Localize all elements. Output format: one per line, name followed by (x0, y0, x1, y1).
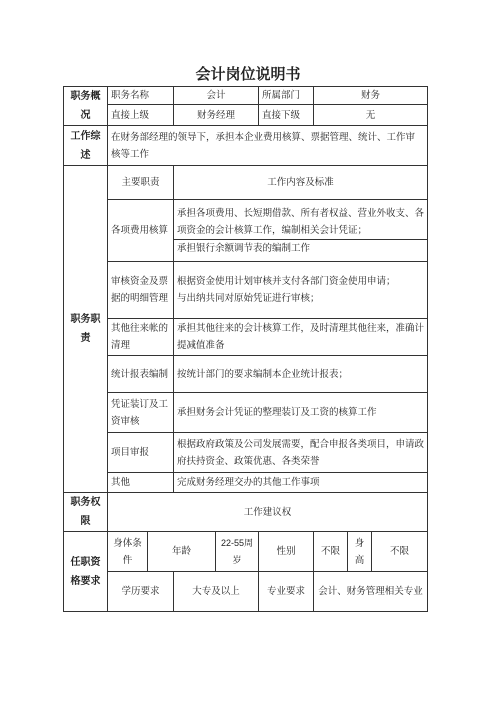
summary-text: 在财务部经理的领导下，承担本企业费用核算、票据管理、统计、工作审核等工作 (108, 126, 428, 166)
gender-value: 不限 (314, 532, 348, 572)
summary-label: 工作综述 (64, 126, 108, 166)
duty-name: 其他 (108, 473, 174, 493)
authority-text: 工作建议权 (108, 493, 428, 532)
major-label: 专业要求 (259, 572, 314, 612)
duty-name: 各项费用核算 (108, 200, 174, 262)
height-value: 不限 (372, 532, 428, 572)
dept-value: 财务 (314, 87, 428, 105)
duty-content: 完成财务经理交办的其他工作事项 (174, 473, 428, 493)
duty-content-line: 承担各项费用、长短期借款、所有者权益、营业外收支、各项资金的会计核算工作，编制相关会计凭证； (177, 207, 425, 236)
dept-label: 所属部门 (259, 87, 314, 105)
duty-content: 按统计部门的要求编制本企业统计报表； (174, 356, 428, 393)
edu-label: 学历要求 (108, 572, 174, 612)
duties-col-content: 工作内容及标准 (174, 166, 428, 200)
body-label: 身体条件 (108, 532, 148, 572)
duty-content-line: 根据资金使用计划审核并支付各部门资金使用申请； (177, 276, 396, 287)
subordinate-label: 直接下级 (259, 105, 314, 126)
requirements-label: 任职资格要求 (64, 532, 108, 612)
subordinate-value: 无 (314, 105, 428, 126)
duty-content: 承担其他往来的会计核算工作，及时清理其他往来，准确计提减值准备 (174, 319, 428, 356)
duties-col-main: 主要职责 (108, 166, 174, 200)
duty-name: 项目审报 (108, 433, 174, 473)
page-title: 会计岗位说明书 (195, 65, 301, 83)
duty-name: 统计报表编制 (108, 356, 174, 393)
overview-label: 职务概况 (64, 87, 108, 126)
duty-content: 根据政府政策及公司发展需要，配合申报各类项目，申请政府扶持资金、政策优惠、各类荣誉 (174, 433, 428, 473)
age-label: 年龄 (148, 532, 216, 572)
duty-content-line: 承担银行余额调节表的编制工作 (177, 242, 311, 254)
job-name-value: 会计 (174, 87, 259, 105)
gender-label: 性别 (259, 532, 314, 572)
job-name-label: 职务名称 (108, 87, 174, 105)
duty-content-line: 与出纳共同对原始凭证进行审核； (177, 293, 320, 304)
duty-name: 其他往来帐的清理 (108, 319, 174, 356)
duty-content (174, 200, 428, 262)
job-description-table (63, 86, 428, 612)
authority-label: 职务权限 (64, 493, 108, 532)
major-value: 会计、财务管理相关专业 (314, 572, 428, 612)
duty-name: 凭证装订及工资审核 (108, 393, 174, 433)
edu-value: 大专及以上 (174, 572, 259, 612)
duty-name: 审核资金及票据的明细管理 (108, 262, 174, 319)
age-value: 22-55周岁 (216, 532, 259, 572)
duty-content: 承担财务会计凭证的整理装订及工资的核算工作 (174, 393, 428, 433)
superior-label: 直接上级 (108, 105, 174, 126)
duty-content (174, 262, 428, 319)
duties-label: 职务职责 (64, 166, 108, 493)
height-label: 身高 (348, 532, 372, 572)
superior-value: 财务经理 (174, 105, 259, 126)
